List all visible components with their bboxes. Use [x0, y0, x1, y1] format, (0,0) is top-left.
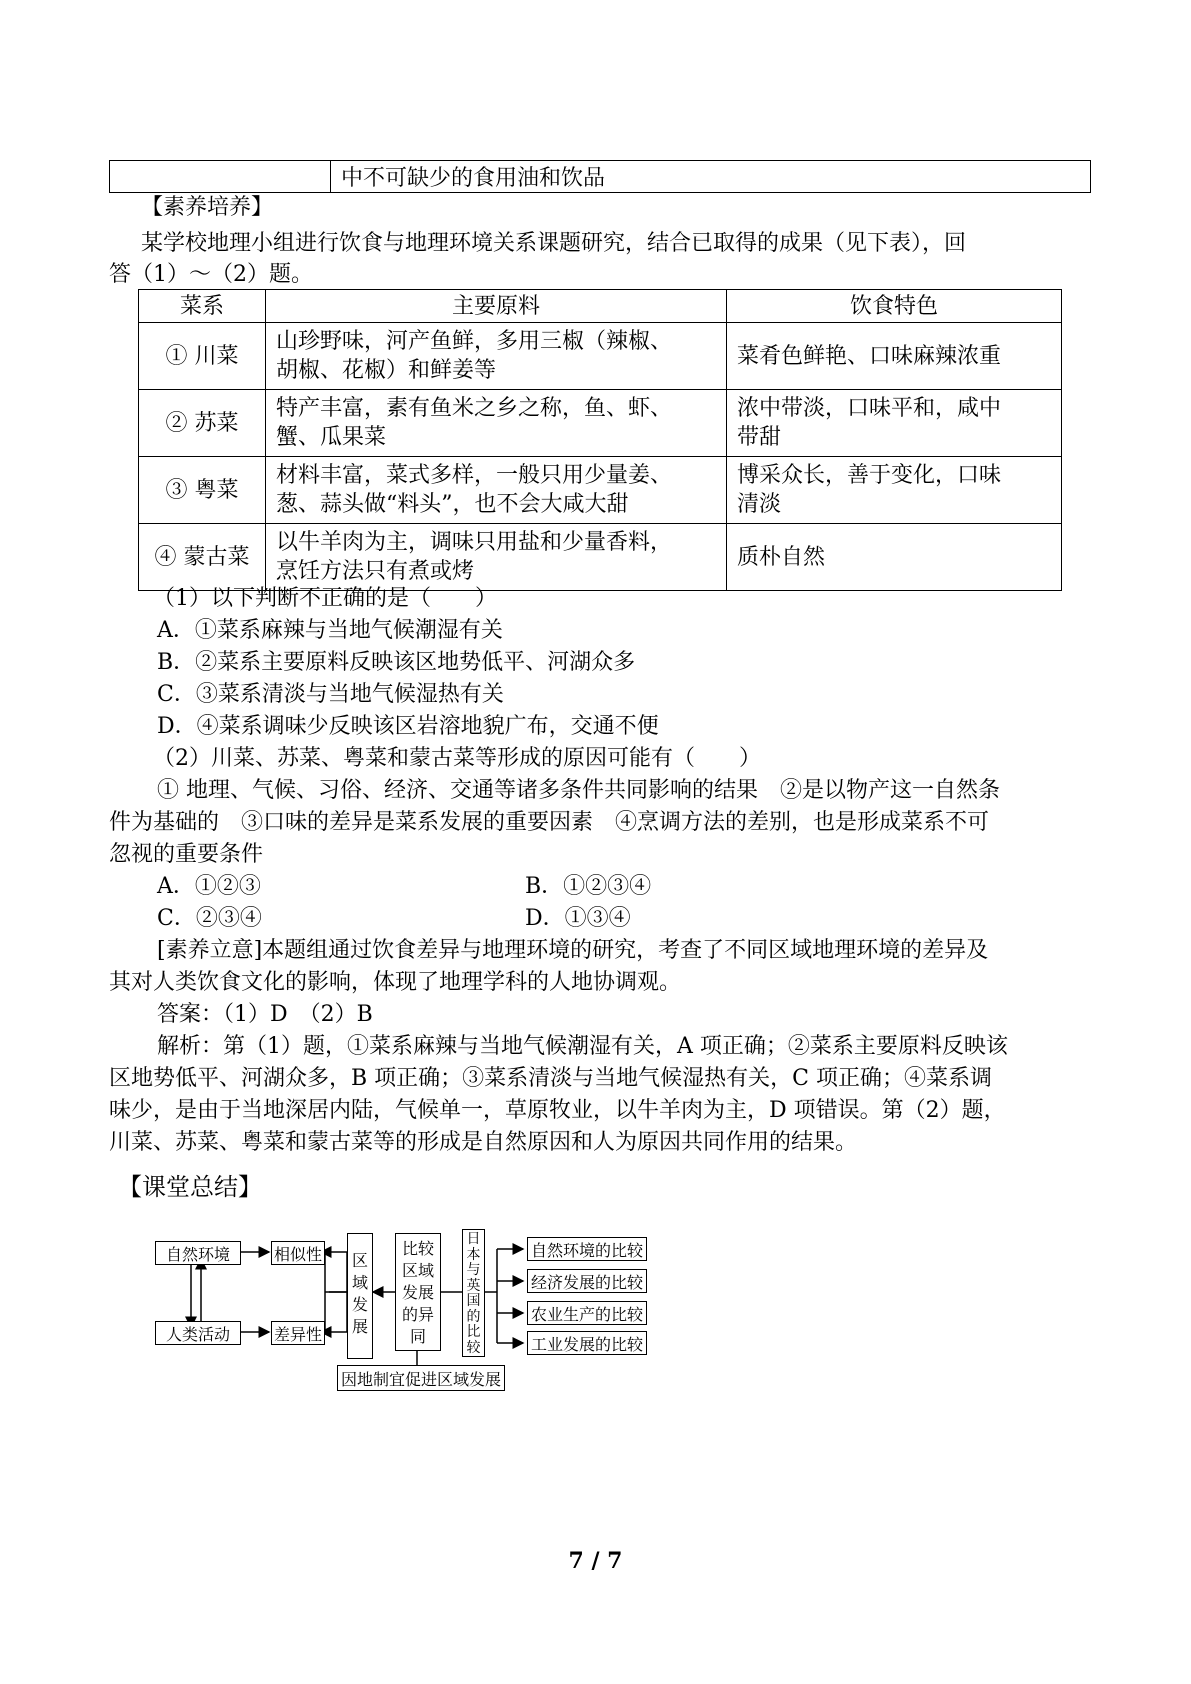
- table-row: [139, 524, 1062, 591]
- continuation-cell: 中不可缺少的食用油和饮品: [331, 161, 1091, 193]
- table-header: 菜系: [139, 290, 266, 323]
- analysis-line-4: 川菜、苏菜、粤菜和蒙古菜等的形成是自然原因和人为原因共同作用的结果。: [109, 1130, 858, 1155]
- feature-line: 菜肴色鲜艳、口味麻辣浓重: [737, 343, 1002, 369]
- material-line: 葱、蒜头做“料头”，也不会大咸大甜: [276, 492, 629, 517]
- feature-cell: [727, 323, 1062, 390]
- compare-text: 同: [409, 1327, 426, 1346]
- continuation-cell-empty: [110, 161, 331, 193]
- table-row: [139, 457, 1062, 524]
- material-cell: [266, 390, 727, 457]
- table-row: [139, 390, 1062, 457]
- human-activity-box: 人类活动: [155, 1321, 241, 1345]
- material-line: 特产丰富，素有鱼米之乡之称，鱼、虾、: [276, 396, 673, 421]
- material-line: 材料丰富，菜式多样，一般只用少量姜、: [276, 463, 673, 488]
- item-natural-env: 自然环境的比较: [527, 1237, 647, 1261]
- q1-option-a: A．①菜系麻辣与当地气候潮湿有关: [157, 618, 503, 643]
- q1-stem: （1）以下判断不正确的是（ ）: [153, 586, 497, 611]
- feature-line: 浓中带淡，口味平和，咸中: [737, 396, 1002, 421]
- analysis-line-1: 解析：第（1）题，①菜系麻辣与当地气候潮湿有关，A 项正确；②菜系主要原料反映该: [157, 1034, 1008, 1059]
- analysis-line-3: 味少，是由于当地深居内陆，气候单一，草原牧业，以牛羊肉为主，D 项错误。第（2）题，: [109, 1098, 1006, 1123]
- q2-option-b: B．①②③④: [525, 874, 652, 899]
- compare-box: [395, 1233, 441, 1351]
- material-line: 蟹、瓜果菜: [276, 425, 387, 450]
- japan-uk-char: 英: [466, 1277, 481, 1294]
- natural-env-box: 自然环境: [155, 1241, 241, 1265]
- item-economy: 经济发展的比较: [527, 1269, 647, 1293]
- japan-uk-char: 比: [466, 1324, 481, 1340]
- difference-box: 差异性: [271, 1321, 325, 1345]
- compare-text: 发展: [401, 1283, 434, 1302]
- item-industry: 工业发展的比较: [527, 1331, 647, 1355]
- region-dev-char: 展: [351, 1317, 368, 1336]
- similarity-box: 相似性: [271, 1241, 325, 1265]
- table-row: [139, 323, 1062, 390]
- cuisine-name: ② 苏菜: [139, 390, 266, 457]
- japan-uk-char: 国: [466, 1293, 481, 1309]
- feature-cell: [727, 457, 1062, 524]
- q2-line-3: 忽视的重要条件: [109, 842, 264, 867]
- table-header-row: [139, 290, 1062, 323]
- bottom-box: 因地制宜促进区域发展: [337, 1365, 505, 1391]
- table-header: 饮食特色: [727, 290, 1062, 323]
- feature-line: 清淡: [737, 492, 782, 517]
- japan-uk-char: 的: [466, 1308, 481, 1325]
- compare-text: 比较: [401, 1239, 434, 1258]
- compare-text: 的异: [401, 1305, 434, 1324]
- q1-option-d: D．④菜系调味少反映该区岩溶地貌广布，交通不便: [157, 714, 659, 739]
- japan-uk-char: 与: [466, 1262, 481, 1278]
- intro-line-1: 某学校地理小组进行饮食与地理环境关系课题研究，结合已取得的成果（见下表），回: [141, 231, 967, 256]
- page-number: 7 / 7: [568, 1548, 623, 1574]
- q1-option-b: B．②菜系主要原料反映该区地势低平、河湖众多: [157, 650, 636, 675]
- feature-line: 质朴自然: [737, 544, 826, 570]
- cuisine-table: [138, 289, 1062, 591]
- feature-cell: [727, 524, 1062, 591]
- japan-uk-char: 日: [466, 1231, 481, 1247]
- region-dev-box: [347, 1233, 373, 1359]
- q1-option-c: C．③菜系清淡与当地气候湿热有关: [157, 682, 504, 707]
- feature-line: 博采众长，善于变化，口味: [737, 463, 1002, 488]
- japan-uk-char: 本: [466, 1246, 481, 1263]
- material-cell: [266, 457, 727, 524]
- intro-line-2: 答（1）～（2）题。: [109, 262, 313, 287]
- q2-option-d: D．①③④: [525, 906, 631, 931]
- summary-heading: 【课堂总结】: [118, 1173, 262, 1201]
- compare-text: 区域: [401, 1261, 434, 1280]
- section-heading: 【素养培养】: [141, 195, 274, 220]
- q2-option-a: A．①②③: [157, 874, 261, 899]
- japan-uk-char: 较: [466, 1339, 481, 1356]
- feature-line: 带甜: [737, 425, 782, 450]
- q2-stem: （2）川菜、苏菜、粤菜和蒙古菜等形成的原因可能有（ ）: [153, 746, 761, 771]
- material-cell: [266, 524, 727, 591]
- analysis-line-2: 区地势低平、河湖众多，B 项正确；③菜系清淡与当地气候湿热有关，C 项正确；④菜系调: [109, 1066, 992, 1091]
- region-dev-char: 域: [351, 1273, 368, 1292]
- region-dev-char: 区: [351, 1251, 368, 1270]
- summary-diagram: [155, 1225, 665, 1415]
- cuisine-name: ① 川菜: [139, 323, 266, 390]
- japan-uk-box: [462, 1229, 485, 1357]
- q2-option-c: C．②③④: [157, 906, 262, 931]
- material-line: 以牛羊肉为主，调味只用盐和少量香料，: [276, 530, 673, 555]
- material-line: 山珍野味，河产鱼鲜，多用三椒（辣椒、: [276, 329, 673, 354]
- q2-line-2: 件为基础的 ③口味的差异是菜系发展的重要因素 ④烹调方法的差别，也是形成菜系不可: [109, 810, 990, 835]
- cuisine-name: ④ 蒙古菜: [139, 524, 266, 591]
- region-dev-char: 发: [351, 1295, 368, 1314]
- material-line: 胡椒、花椒）和鲜姜等: [276, 358, 497, 383]
- intent-line-1: [素养立意]本题组通过饮食差异与地理环境的研究，考查了不同区域地理环境的差异及: [157, 938, 989, 963]
- answer-line: 答案：（1）D （2）B: [157, 1002, 373, 1027]
- table-header: 主要原料: [266, 290, 727, 323]
- feature-cell: [727, 390, 1062, 457]
- item-agriculture: 农业生产的比较: [527, 1301, 647, 1325]
- material-line: 烹饪方法只有煮或烤: [276, 559, 475, 584]
- material-cell: [266, 323, 727, 390]
- continuation-table: [109, 160, 1091, 193]
- intent-line-2: 其对人类饮食文化的影响，体现了地理学科的人地协调观。: [109, 970, 682, 995]
- q2-line-1: ① 地理、气候、习俗、经济、交通等诸多条件共同影响的结果 ②是以物产这一自然条: [157, 778, 1000, 803]
- cuisine-name: ③ 粤菜: [139, 457, 266, 524]
